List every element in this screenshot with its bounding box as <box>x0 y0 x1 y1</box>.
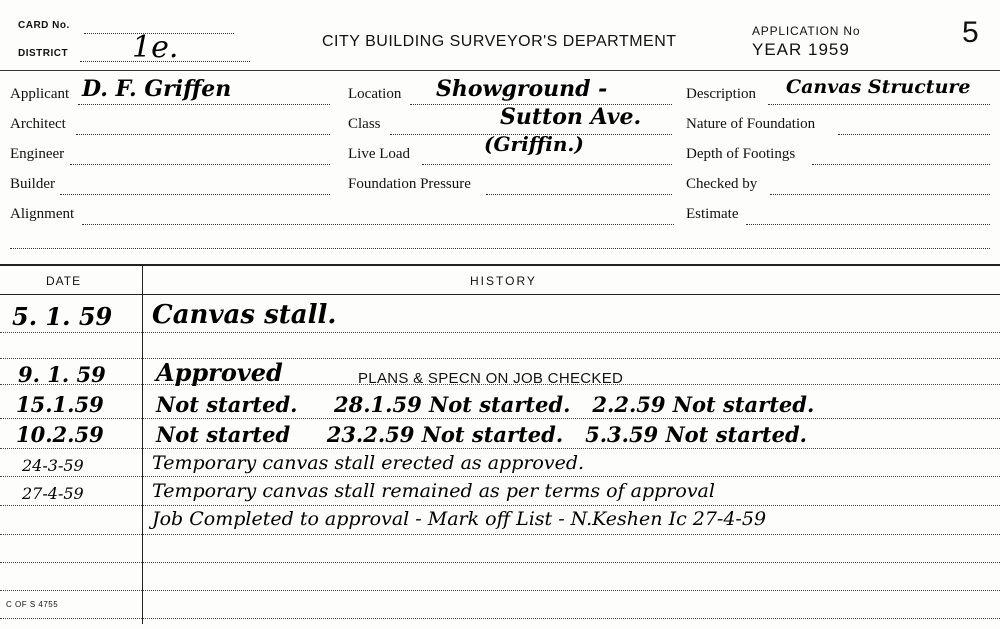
nature-of-foundation-line <box>838 134 990 135</box>
engineer-label: Engineer <box>10 146 65 162</box>
class-line <box>390 134 672 135</box>
plans-checked-stamp: PLANS & SPECN ON JOB CHECKED <box>358 370 624 387</box>
history-date: 15.1.59 <box>16 392 104 417</box>
ruled-line <box>0 332 1000 333</box>
ruled-line <box>0 505 1000 506</box>
history-column-header: HISTORY <box>470 274 537 288</box>
ruled-line <box>0 562 1000 563</box>
estimate-label: Estimate <box>686 206 739 222</box>
engineer-line <box>70 164 330 165</box>
year-label: YEAR 1959 <box>752 40 850 59</box>
blank-field-line <box>10 248 990 249</box>
card-no-label: CARD No. <box>18 20 70 31</box>
depth-of-footings-line <box>812 164 990 165</box>
estimate-line <box>746 224 990 225</box>
history-entry: Temporary canvas stall remained as per terms of approval <box>152 480 715 502</box>
description-value: Canvas Structure <box>786 76 971 98</box>
ruled-line <box>0 448 1000 449</box>
depth-of-footings-label: Depth of Footings <box>686 146 796 162</box>
header-rule <box>0 70 1000 71</box>
district-label: DISTRICT <box>18 48 69 59</box>
date-column-header: DATE <box>46 274 82 288</box>
checked-by-line <box>770 194 990 195</box>
history-entry: Canvas stall. <box>152 300 337 330</box>
district-value: 1e. <box>132 30 179 65</box>
history-entry: Not started 23.2.59 Not started. 5.3.59 Not started. <box>156 422 807 447</box>
location-value-1: Showground - <box>436 76 608 102</box>
ruled-line <box>0 590 1000 591</box>
ruled-line <box>0 476 1000 477</box>
architect-line <box>76 134 330 135</box>
history-header-rule <box>0 294 1000 295</box>
ruled-line <box>0 418 1000 419</box>
foundation-pressure-line <box>486 194 672 195</box>
date-column-divider <box>142 264 143 624</box>
builder-label: Builder <box>10 176 55 192</box>
history-date: 10.2.59 <box>16 422 104 447</box>
live-load-label: Live Load <box>348 146 411 162</box>
checked-by-label: Checked by <box>686 176 758 192</box>
applicant-label: Applicant <box>10 86 70 102</box>
history-top-rule <box>0 264 1000 266</box>
applicant-value: D. F. Griffen <box>82 76 232 102</box>
class-label: Class <box>348 116 381 132</box>
application-number: 5 <box>962 16 979 49</box>
history-date: 9. 1. 59 <box>18 362 106 387</box>
history-date: 24-3-59 <box>22 456 84 475</box>
architect-label: Architect <box>10 116 66 132</box>
ruled-line <box>0 534 1000 535</box>
applicant-line <box>78 104 330 105</box>
history-entry: Temporary canvas stall erected as approved. <box>152 452 585 474</box>
location-label: Location <box>348 86 402 102</box>
foundation-pressure-label: Foundation Pressure <box>348 176 471 192</box>
builder-line <box>60 194 330 195</box>
history-entry: Job Completed to approval - Mark off List - N.Keshen Ic 27-4-59 <box>152 508 767 530</box>
department-title: CITY BUILDING SURVEYOR'S DEPARTMENT <box>322 33 677 50</box>
form-code: C OF S 4755 <box>6 600 59 609</box>
application-label: APPLICATION No <box>752 24 861 38</box>
history-entry: Not started. 28.1.59 Not started. 2.2.59 Not started. <box>156 392 815 417</box>
alignment-line <box>82 224 674 225</box>
description-label: Description <box>686 86 756 102</box>
live-load-line <box>422 164 672 165</box>
nature-of-foundation-label: Nature of Foundation <box>686 116 816 132</box>
ruled-line <box>0 358 1000 359</box>
ruled-line <box>0 618 1000 619</box>
history-entry: Approved <box>156 358 283 387</box>
location-value-3: (Griffin.) <box>484 132 584 156</box>
description-line <box>768 104 990 105</box>
location-value-2: Sutton Ave. <box>500 104 642 130</box>
alignment-label: Alignment <box>10 206 75 222</box>
history-date: 27-4-59 <box>22 484 84 503</box>
history-date: 5. 1. 59 <box>12 302 113 331</box>
